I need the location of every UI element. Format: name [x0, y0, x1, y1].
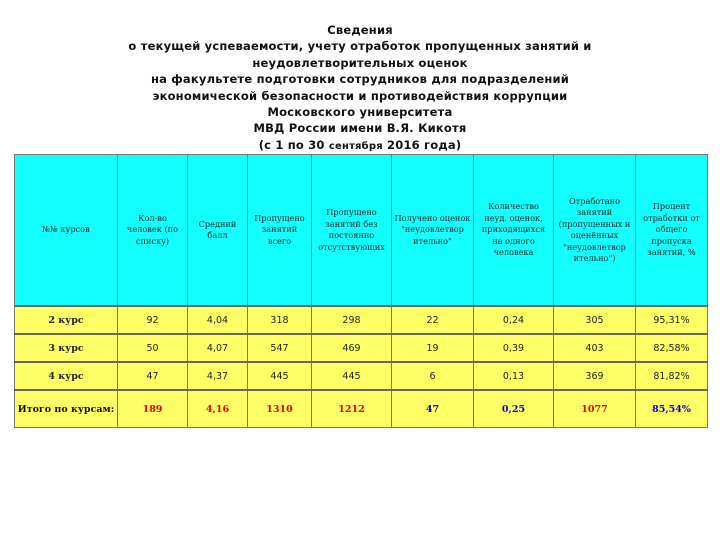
cell: 0,39: [474, 334, 554, 362]
period-end: 2016 года): [382, 137, 462, 152]
title-line-2: о текущей успеваемости, учету отработок пропущенных занятий и: [128, 39, 592, 54]
performance-table-wrapper: [14, 154, 707, 428]
cell-total: 85,54%: [636, 390, 708, 428]
cell: 6: [392, 362, 474, 390]
cell-course: 4 курс: [15, 362, 118, 390]
cell: 19: [392, 334, 474, 362]
title-line-1: Сведения: [327, 23, 393, 37]
header-average-score: Средний балл: [188, 155, 248, 307]
table-header-row: [15, 155, 708, 307]
cell: 22: [392, 306, 474, 334]
title-line-3: неудовлетворительных оценок: [252, 55, 468, 70]
table-row: [15, 362, 708, 390]
cell: 82,58%: [636, 334, 708, 362]
table-total-row: [15, 390, 708, 428]
cell: 0,13: [474, 362, 554, 390]
cell-total: 1077: [554, 390, 636, 428]
cell: 369: [554, 362, 636, 390]
cell: 445: [312, 362, 392, 390]
cell: 469: [312, 334, 392, 362]
cell-total: 47: [392, 390, 474, 428]
period-start: (с 1 по 30: [258, 137, 329, 152]
cell-total: 189: [118, 390, 188, 428]
header-course: №№ курсов: [15, 155, 118, 307]
cell: 445: [248, 362, 312, 390]
cell: 4,04: [188, 306, 248, 334]
table-row: [15, 306, 708, 334]
cell-total: 4,16: [188, 390, 248, 428]
table-row: [15, 334, 708, 362]
cell: 81,82%: [636, 362, 708, 390]
cell-course: 3 курс: [15, 334, 118, 362]
title-line-5: экономической безопасности и противодействия коррупции: [152, 88, 568, 103]
title-line-4: на факультете подготовки сотрудников для подразделений: [150, 72, 570, 87]
title-line-6: Московского университета: [267, 105, 453, 120]
cell: 4,07: [188, 334, 248, 362]
title-line-period: [0, 137, 720, 155]
period-month: сентября: [328, 140, 383, 152]
cell: 403: [554, 334, 636, 362]
cell: 318: [248, 306, 312, 334]
report-title: [0, 22, 720, 155]
cell: 547: [248, 334, 312, 362]
header-unsatisfactory-grades: Получено оценок "неудовлетвор ительно": [392, 155, 474, 307]
cell-course: 2 курс: [15, 306, 118, 334]
cell: 47: [118, 362, 188, 390]
title-line-7: МВД России имени В.Я. Кикотя: [253, 121, 467, 136]
cell: 95,31%: [636, 306, 708, 334]
header-grades-per-person: Количество неуд. оценок, приходящихся на одного человека: [474, 155, 554, 307]
cell: 50: [118, 334, 188, 362]
cell: 305: [554, 306, 636, 334]
cell: 0,24: [474, 306, 554, 334]
cell: 92: [118, 306, 188, 334]
cell-total: 1212: [312, 390, 392, 428]
header-worked-off-percent: Процент отработки от общего пропуска занятий, %: [636, 155, 708, 307]
performance-table: [14, 154, 708, 428]
cell-total-label: Итого по курсам:: [15, 390, 118, 428]
header-people-count: Кол-во человек (по списку): [118, 155, 188, 307]
header-missed-total: Пропущено занятий всего: [248, 155, 312, 307]
header-worked-off: Отработано занятий (пропущенных и оценённых "неудовлетвор ительно"): [554, 155, 636, 307]
cell: 298: [312, 306, 392, 334]
cell-total: 0,25: [474, 390, 554, 428]
cell: 4,37: [188, 362, 248, 390]
cell-total: 1310: [248, 390, 312, 428]
header-missed-without-absent: Пропущено занятий без постоянно отсутствующих: [312, 155, 392, 307]
